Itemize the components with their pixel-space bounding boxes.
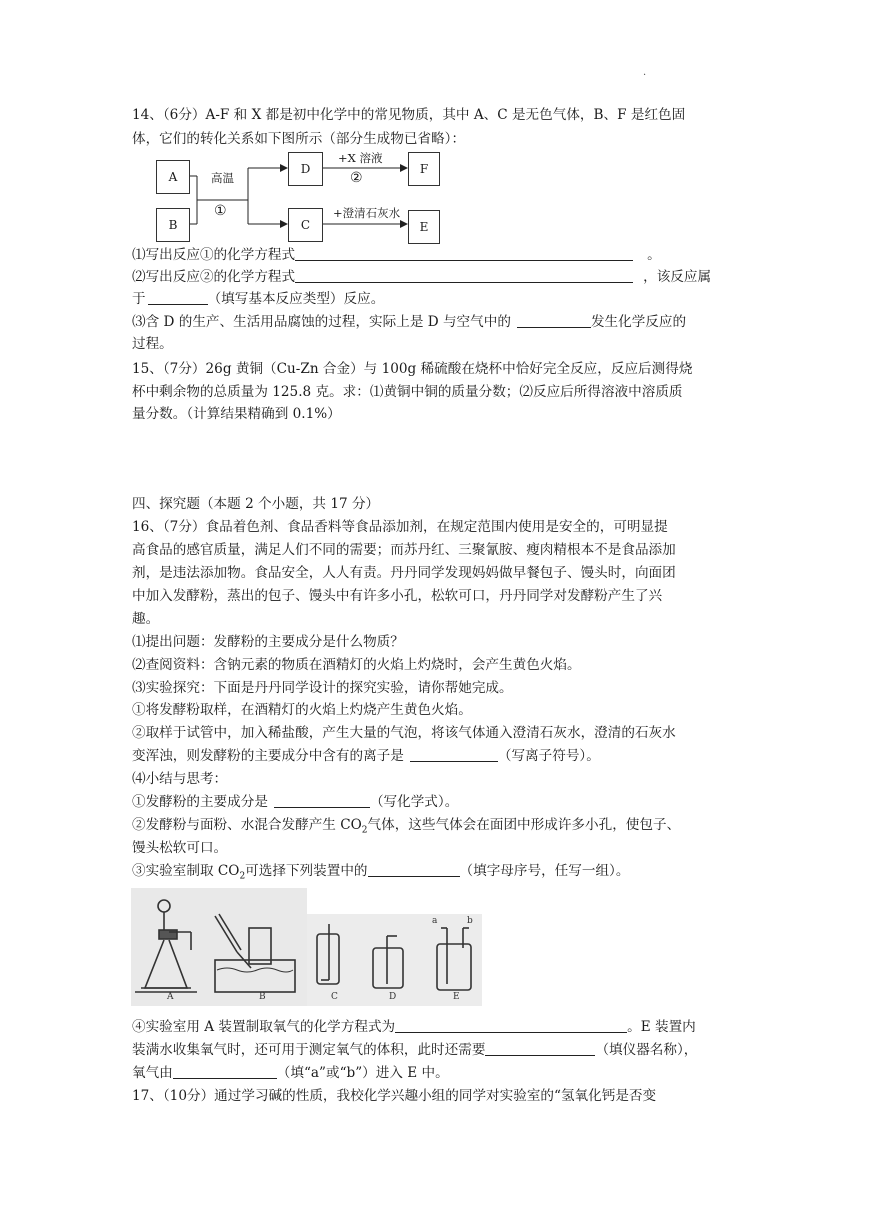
box-d: D [288,152,323,186]
q16-step-3: ⑶实验探究：下面是丹丹同学设计的探究实验，请你帮她完成。 [132,680,513,696]
q16-step-1: ⑴提出问题：发酵粉的主要成分是什么物质？ [132,634,404,650]
q16-c3-sub: 2 [239,871,246,882]
q16-c4c-pre: 氧气由 [132,1065,173,1081]
q14-p3-post: 发生化学反应的 [590,314,687,330]
q16-c3-post: （填字母序号，任写一组）。 [459,863,630,879]
q14-p1-end: 。 [647,247,661,263]
q16-c2a-pre: ②发酵粉与面粉、水混合发酵产生 CO [132,817,362,833]
q14-line-1: 14、（6分）A-F 和 X 都是初中化学中的常见物质，其中 A、C 是无色气体，B、F 是红色固 [132,107,686,123]
q16-c4c-post: （填“a”或“b”）进入 E 中。 [276,1065,449,1081]
q16-c3-mid: 可选择下列装置中的 [245,863,368,879]
q16-conclusion-4a [132,1016,696,1038]
answer-blank-ion[interactable] [410,747,498,762]
answer-blank-air-component[interactable] [517,313,591,328]
apparatus-port-a: a [432,916,438,926]
q16-line-2: 高食品的感官质量，满足人们不同的需要；而苏丹红、三聚氰胺、瘦肉精根本不是食品添加 [132,542,676,558]
answer-blank-oxygen-equation[interactable] [395,1018,627,1033]
q16-c1-post: （写化学式）。 [369,794,459,810]
answer-blank-instrument[interactable] [485,1041,595,1056]
box-b: B [156,208,190,242]
apparatus-label-d: D [389,992,397,1002]
apparatus-label-c: C [331,992,338,1002]
box-c: C [288,208,323,242]
q14-part-1 [132,244,661,266]
q14-p2-text: ⑵写出反应②的化学方程式 [132,269,296,285]
q14-part-2b [132,288,384,310]
box-e: E [408,210,440,244]
q15-line-2: 杯中剩余物的总质量为 125.8 克。求：⑴黄铜中铜的质量分数；⑵反应后所得溶液中溶质质 [132,384,683,400]
q15-line-1: 15、（7分）26g 黄铜（Cu-Zn 合金）与 100g 稀硫酸在烧杯中恰好完全反应，反应后测得烧 [132,361,693,377]
apparatus-photo-cde [307,914,482,1006]
box-f: F [408,152,440,186]
q16-conclusion-3 [132,860,629,888]
reaction-2-label: ② [350,170,363,186]
q14-p3-text: ⑶含 D 的生产、生活用品腐蚀的过程，实际上是 D 与空气中的 [132,314,511,330]
q16-c4a-post: 。E 装置内 [627,1019,696,1035]
q14-p2-end: ，该反应属 [643,269,712,285]
apparatus-ab-drawing [131,888,307,1006]
q14-part-3 [132,311,686,333]
condition-high-temperature: 高温 [211,171,234,185]
q16-e2b-post: （写离子符号）。 [497,748,600,764]
q16-step-2: ⑵查阅资料：含钠元素的物质在酒精灯的火焰上灼烧时，会产生黄色火焰。 [132,657,581,673]
q17-line-1: 17、（10分）通过学习碱的性质，我校化学兴趣小组的同学对实验室的“氢氧化钙是否变 [132,1088,657,1104]
q16-line-5: 趣。 [132,611,160,627]
apparatus-port-b: b [467,916,473,926]
q16-c2a-post: 气体，这些气体会在面团中形成许多小孔，使包子、 [367,817,681,833]
q14-p1-text: ⑴写出反应①的化学方程式 [132,247,296,263]
q16-c2a-sub: 2 [361,825,368,836]
q15-line-3: 量分数。（计算结果精确到 0.1%） [132,406,341,422]
q16-step-4: ⑷小结与思考： [132,771,228,787]
box-a: A [156,160,190,194]
q16-c4b-post: （填仪器名称）， [595,1042,698,1058]
q16-experiment-2a: ②取样于试管中，加入稀盐酸，产生大量的气泡，将该气体通入澄清石灰水，澄清的石灰水 [132,725,676,741]
q14-p2b-post: （填写基本反应类型）反应。 [207,291,385,307]
reagent-limewater: +澄清石灰水 [333,206,401,220]
apparatus-label-e: E [453,992,460,1002]
section-4-heading: 四、探究题（本题 2 个小题，共 17 分） [132,496,380,512]
q14-line-2: 体，它们的转化关系如下图所示（部分生成物已省略）： [132,131,466,147]
q16-e2b-pre: 变浑浊，则发酵粉的主要成分中含有的离子是 [132,748,404,764]
q16-c4a-pre: ④实验室用 A 装置制取氧气的化学方程式为 [132,1019,396,1035]
answer-blank-inlet[interactable] [173,1064,277,1079]
q16-conclusion-2b: 馒头松软可口。 [132,840,228,856]
q16-conclusion-4b [132,1039,697,1061]
q16-c4b-pre: 装满水收集氧气时，还可用于测定氧气的体积，此时还需要 [132,1042,486,1058]
q16-experiment-2b [132,745,600,767]
answer-blank-equation-2[interactable] [295,268,633,283]
q16-line-3: 剂，是违法添加物。食品安全，人人有责。丹丹同学发现妈妈做早餐包子、馒头时，向面团 [132,565,676,581]
q14-p2b-pre: 于 [132,291,146,307]
q16-conclusion-1 [132,791,458,813]
q14-part-2 [132,266,711,288]
q16-c1-pre: ①发酵粉的主要成分是 [132,794,268,810]
q16-line-4: 中加入发酵粉，蒸出的包子、馒头中有许多小孔，松软可口，丹丹同学对发酵粉产生了兴 [132,588,663,604]
q16-c3-pre: ③实验室制取 CO [132,863,240,879]
q16-conclusion-4c [132,1062,449,1084]
reagent-x-solution: +X 溶液 [338,151,383,165]
apparatus-label-b: B [259,992,266,1002]
apparatus-photo-ab [131,888,307,1006]
answer-blank-formula[interactable] [274,793,370,808]
answer-blank-equation-1[interactable] [295,246,633,261]
header-mark: · [643,70,647,81]
apparatus-label-a: A [167,992,174,1002]
q16-experiment-1: ①将发酵粉取样，在酒精灯的火焰上灼烧产生黄色火焰。 [132,702,472,718]
answer-blank-apparatus[interactable] [368,862,460,877]
answer-blank-reaction-type[interactable] [148,290,208,305]
q16-line-1: 16、（7分）食品着色剂、食品香料等食品添加剂，在规定范围内使用是安全的，可明显提 [132,519,668,535]
q14-part-3b: 过程。 [132,336,173,352]
reaction-1-label: ① [214,203,227,219]
